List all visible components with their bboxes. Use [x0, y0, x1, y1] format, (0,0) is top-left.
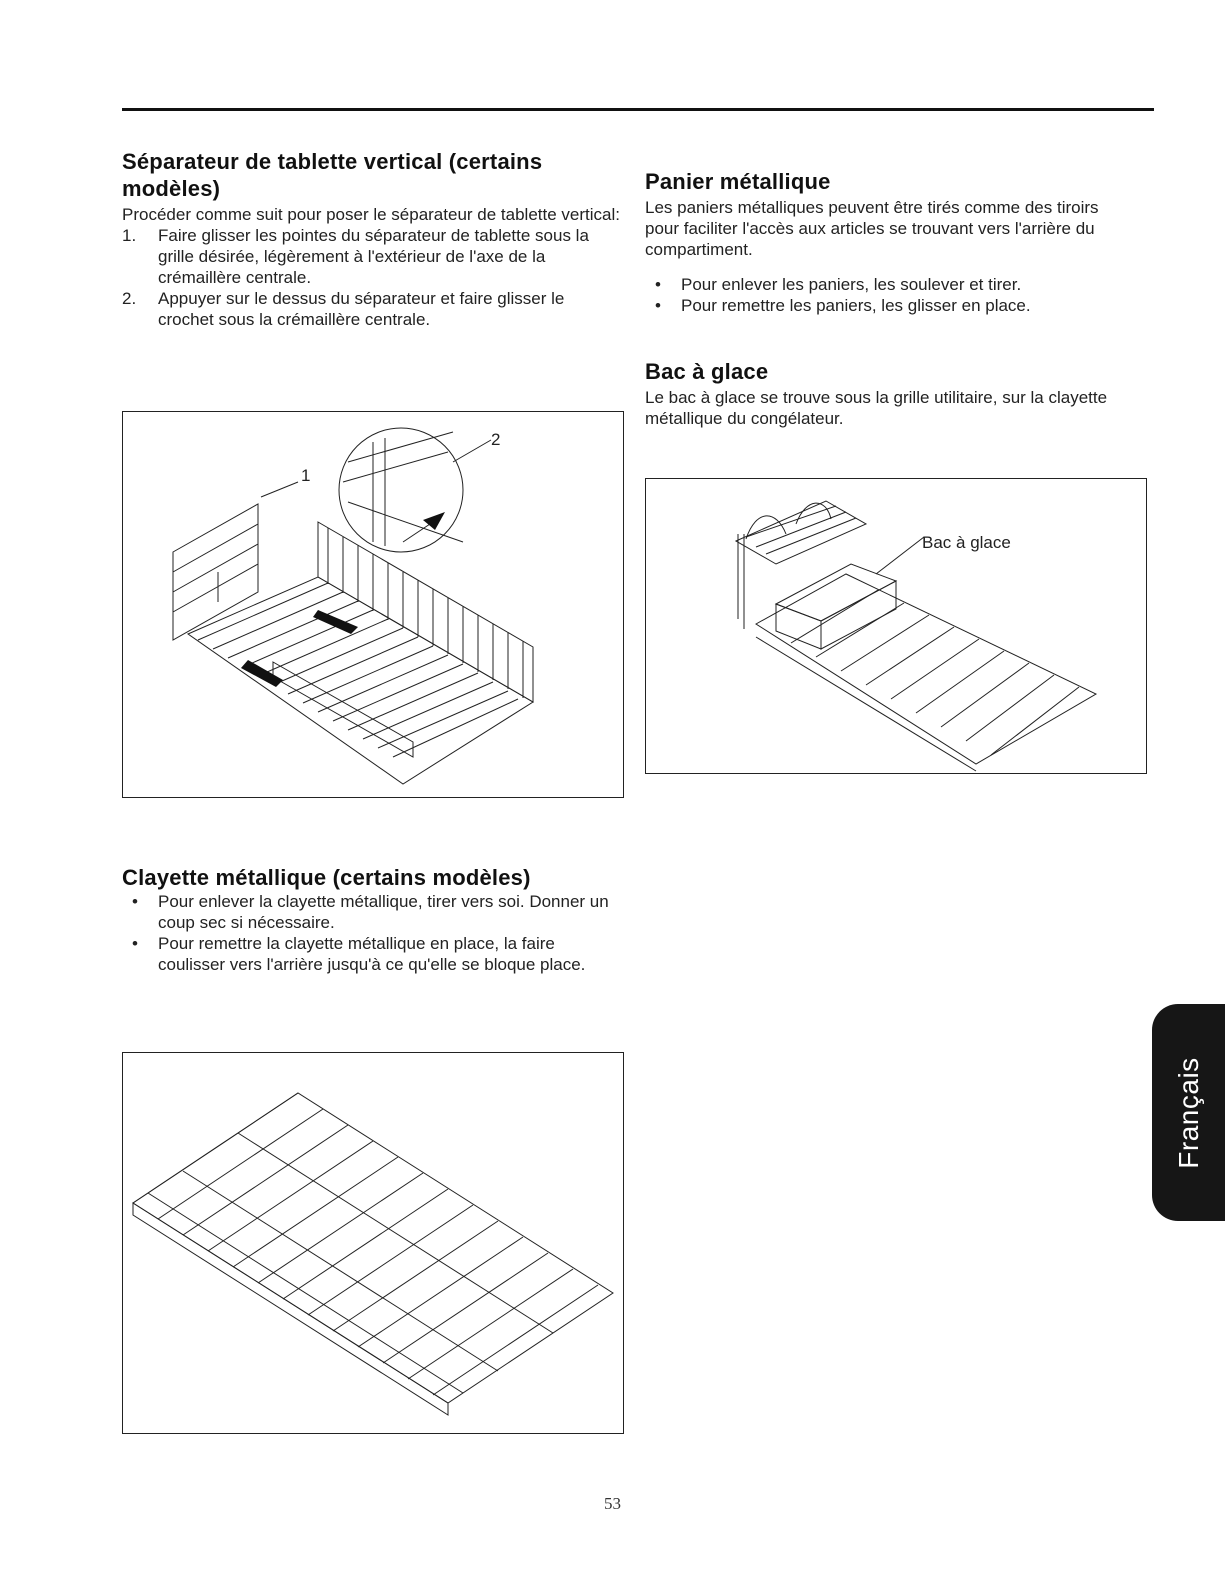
- list-item: [122, 288, 622, 330]
- shelf-heading: Clayette métallique (certains modèles): [122, 865, 531, 890]
- bullet-dot: •: [132, 892, 138, 911]
- shelf-figure: [122, 1052, 624, 1434]
- basket-section: [645, 168, 1135, 316]
- basket-bullets: [645, 274, 1135, 316]
- step-number: 2.: [122, 289, 137, 308]
- bullet-dot: •: [655, 275, 661, 294]
- list-item: [122, 225, 622, 288]
- list-item: [645, 274, 1135, 295]
- ice-section: [645, 358, 1135, 429]
- ice-illustration: [646, 479, 1146, 773]
- bullet-dot: •: [655, 296, 661, 315]
- basket-heading: Panier métallique: [645, 169, 831, 194]
- top-rule: [122, 108, 1154, 111]
- separator-intro: Procéder comme suit pour poser le séparateur de tablette vertical:: [122, 205, 620, 224]
- ice-text: Le bac à glace se trouve sous la grille utilitaire, sur la clayette métallique du congélateur.: [645, 388, 1108, 428]
- shelf-section: [122, 864, 622, 975]
- bullet-text: Pour enlever la clayette métallique, tirer vers soi. Donner un coup sec si nécessaire.: [158, 892, 609, 932]
- ice-heading: Bac à glace: [645, 359, 769, 384]
- basket-intro: Les paniers métalliques peuvent être tirés comme des tiroirs pour faciliter l'accès aux articles se trouvant vers l'arrière du compartiment.: [645, 198, 1099, 259]
- list-item: [645, 295, 1135, 316]
- list-item: [122, 933, 622, 975]
- bullet-dot: •: [132, 934, 138, 953]
- language-tab-label: Français: [1172, 1056, 1204, 1169]
- separator-steps: [122, 225, 622, 330]
- shelf-illustration: [123, 1053, 623, 1433]
- separator-section: [122, 148, 622, 330]
- figure-label-1: 1: [301, 466, 311, 485]
- bullet-text: Pour remettre les paniers, les glisser en place.: [681, 296, 1031, 315]
- bullet-text: Pour remettre la clayette métallique en place, la faire coulisser vers l'arrière jusqu'à ce qu'elle se bloque place.: [158, 934, 586, 974]
- figure-label-ice: Bac à glace: [922, 533, 1011, 552]
- step-number: 1.: [122, 226, 137, 245]
- page-number: 53: [604, 1494, 621, 1513]
- shelf-bullets: [122, 891, 622, 975]
- separator-illustration: [123, 412, 623, 797]
- ice-figure: [645, 478, 1147, 774]
- list-item: [122, 891, 622, 933]
- step-text: Appuyer sur le dessus du séparateur et faire glisser le crochet sous la crémaillère centrale.: [158, 289, 565, 329]
- step-text: Faire glisser les pointes du séparateur de tablette sous la grille désirée, légèrement à l'extérieur de l'axe de la crémaillère centrale.: [158, 226, 589, 287]
- separator-figure: [122, 411, 624, 798]
- figure-label-2: 2: [491, 430, 501, 449]
- separator-heading: Séparateur de tablette vertical (certains modèles): [122, 149, 543, 201]
- bullet-text: Pour enlever les paniers, les soulever et tirer.: [681, 275, 1022, 294]
- language-tab[interactable]: [1152, 1004, 1225, 1221]
